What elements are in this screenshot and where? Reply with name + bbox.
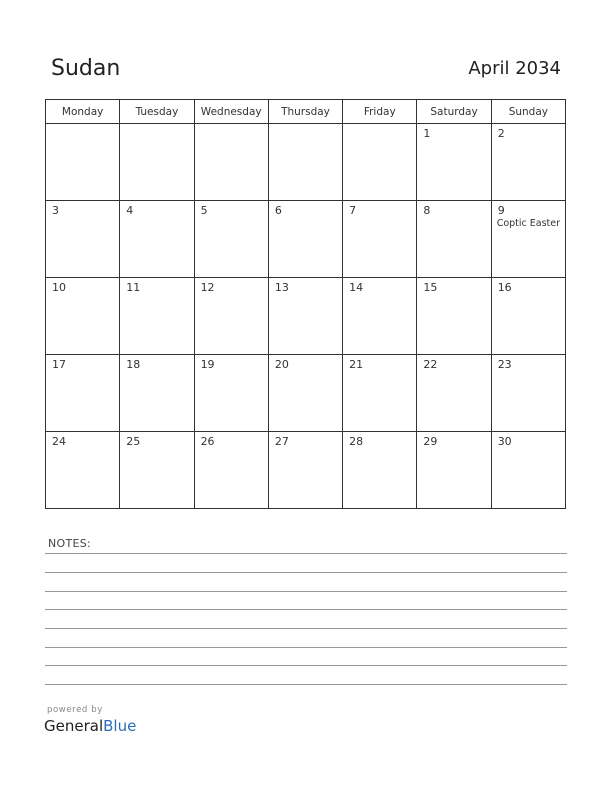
- month-year-title: April 2034: [468, 58, 561, 79]
- day-cell: [268, 201, 342, 278]
- week-row: [46, 201, 566, 278]
- weekday-sunday: Sunday: [491, 100, 565, 124]
- day-cell: [343, 201, 417, 278]
- weekday-monday: Monday: [46, 100, 120, 124]
- day-cell: [491, 278, 565, 355]
- calendar-grid: [45, 99, 566, 509]
- powered-by-text: powered by: [47, 705, 103, 715]
- day-number: 3: [52, 204, 59, 217]
- day-cell: [120, 278, 194, 355]
- day-cell: [120, 201, 194, 278]
- weekday-friday: Friday: [343, 100, 417, 124]
- week-row: [46, 278, 566, 355]
- day-number: 28: [349, 435, 364, 448]
- day-number: 22: [423, 358, 438, 371]
- day-number: 20: [274, 358, 289, 371]
- day-cell: [46, 278, 120, 355]
- day-cell: [194, 201, 268, 278]
- day-number: 30: [497, 435, 512, 448]
- day-cell: [417, 278, 491, 355]
- day-cell: [417, 355, 491, 432]
- day-number: 13: [274, 281, 289, 294]
- day-number: 24: [52, 435, 66, 448]
- day-number: 10: [52, 281, 66, 294]
- day-number: 23: [497, 358, 512, 371]
- day-number: 17: [52, 358, 66, 371]
- notes-line: [45, 665, 567, 666]
- weekday-header-row: [46, 100, 566, 124]
- day-number: 15: [423, 281, 438, 294]
- day-cell: [268, 278, 342, 355]
- day-number: 29: [423, 435, 438, 448]
- day-number: 18: [126, 358, 141, 371]
- day-number: 14: [349, 281, 364, 294]
- brand-name-part2: Blue: [103, 717, 137, 735]
- day-cell: [46, 201, 120, 278]
- notes-line: [45, 572, 567, 573]
- weekday-thursday: Thursday: [268, 100, 342, 124]
- notes-line: [45, 553, 567, 554]
- day-number: 27: [274, 435, 289, 448]
- day-number: 19: [200, 358, 215, 371]
- weekday-saturday: Saturday: [417, 100, 491, 124]
- weekday-wednesday: Wednesday: [194, 100, 268, 124]
- day-cell: [491, 432, 565, 509]
- day-cell: [343, 355, 417, 432]
- day-cell: [120, 355, 194, 432]
- day-cell: [343, 278, 417, 355]
- brand-logo: [44, 717, 136, 735]
- week-row: [46, 355, 566, 432]
- notes-line: [45, 591, 567, 592]
- day-number: 16: [497, 281, 512, 294]
- day-cell: [194, 124, 268, 201]
- day-number: 6: [274, 204, 282, 217]
- day-cell: [343, 124, 417, 201]
- day-cell: [194, 432, 268, 509]
- day-cell: [417, 201, 491, 278]
- day-cell: [491, 124, 565, 201]
- week-row: [46, 432, 566, 509]
- day-cell: [194, 355, 268, 432]
- day-cell: [46, 355, 120, 432]
- day-number: 5: [200, 204, 208, 217]
- day-number: 12: [200, 281, 215, 294]
- notes-line: [45, 628, 567, 629]
- notes-line: [45, 647, 567, 648]
- notes-line: [45, 684, 567, 685]
- day-cell: [46, 124, 120, 201]
- day-number: 4: [126, 204, 134, 217]
- day-number: 2: [497, 127, 505, 140]
- weekday-tuesday: Tuesday: [120, 100, 194, 124]
- day-cell: [268, 432, 342, 509]
- day-cell: [120, 124, 194, 201]
- notes-label: NOTES:: [48, 537, 92, 550]
- day-cell: [268, 355, 342, 432]
- week-row: [46, 124, 566, 201]
- day-number: 1: [423, 127, 431, 140]
- brand-name-part1: General: [44, 717, 104, 735]
- day-number: 26: [200, 435, 215, 448]
- holiday-label: Coptic Easter: [496, 218, 561, 229]
- day-cell: [491, 355, 565, 432]
- day-cell: [46, 432, 120, 509]
- country-title: Sudan: [51, 56, 121, 81]
- day-cell: [194, 278, 268, 355]
- day-cell: [268, 124, 342, 201]
- day-number: 9: [497, 204, 505, 217]
- day-cell: [491, 201, 565, 278]
- notes-line: [45, 609, 567, 610]
- day-number: 8: [423, 204, 431, 217]
- day-number: 7: [349, 204, 357, 217]
- day-number: 11: [126, 281, 141, 294]
- day-number: 25: [126, 435, 141, 448]
- day-cell: [417, 124, 491, 201]
- day-cell: [417, 432, 491, 509]
- day-cell: [120, 432, 194, 509]
- day-number: 21: [349, 358, 364, 371]
- day-cell: [343, 432, 417, 509]
